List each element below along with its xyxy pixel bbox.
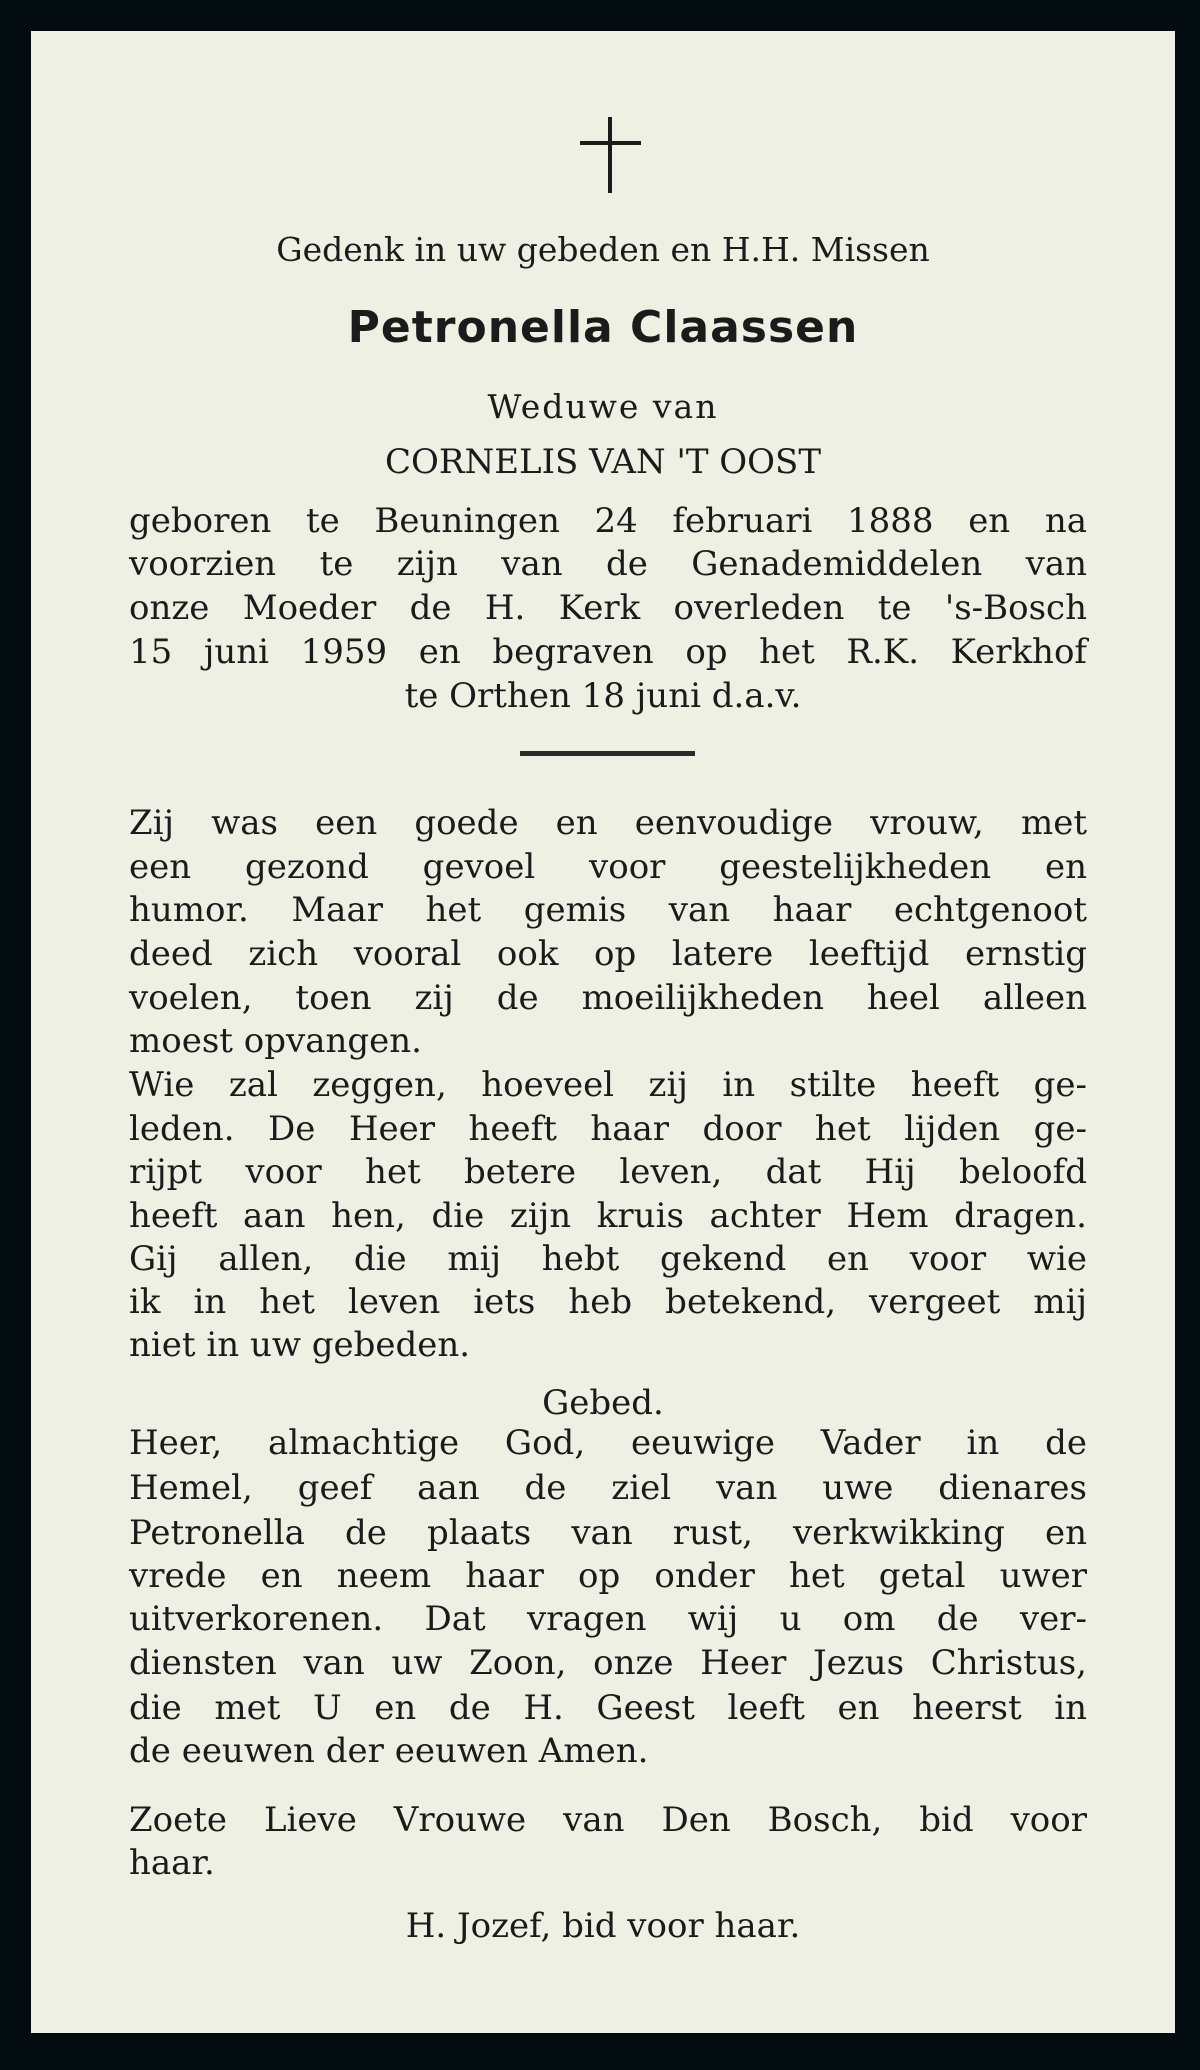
widow-of-label: Weduwe van	[487, 387, 719, 426]
prayer-line: de eeuwen der eeuwen Amen.	[129, 1731, 649, 1771]
tribute-line: rijpt voor het betere leven, dat Hij beloofd	[129, 1152, 1087, 1192]
tribute-line: voelen, toen zij de moeilijkheden heel alleen	[129, 978, 1087, 1018]
prayer-line: uitverkorenen. Dat vragen wij u om de ver-	[129, 1599, 1087, 1639]
tribute-line: ik in het leven iets heb betekend, vergeet mij	[129, 1282, 1087, 1322]
tribute-line: een gezond gevoel voor geestelijkheden en	[129, 847, 1087, 887]
prayer-line: Petronella de plaats van rust, verkwikking en	[129, 1513, 1087, 1553]
tribute-line: heeft aan hen, die zijn kruis achter Hem dragen.	[129, 1196, 1087, 1236]
divider-rule	[520, 751, 695, 756]
memorial-card	[31, 31, 1175, 2033]
prayer-title: Gebed.	[542, 1383, 664, 1423]
deceased-name: Petronella Claassen	[347, 302, 859, 353]
biography-line: geboren te Beuningen 24 februari 1888 en na	[129, 501, 1087, 541]
tribute-line: deed zich vooral ook op latere leeftijd ernstig	[129, 934, 1087, 974]
spouse-name: CORNELIS VAN 'T OOST	[384, 442, 822, 482]
biography-line: 15 juni 1959 en begraven op het R.K. Kerkhof	[129, 632, 1087, 672]
tribute-line: leden. De Heer heeft haar door het lijden ge-	[129, 1109, 1087, 1149]
closing-final: H. Jozef, bid voor haar.	[405, 1906, 801, 1946]
invocation: Gedenk in uw gebeden en H.H. Missen	[276, 230, 930, 269]
biography-line: voorzien te zijn van de Genademiddelen van	[129, 544, 1087, 584]
tribute-line: Wie zal zeggen, hoeveel zij in stilte heeft ge-	[129, 1065, 1087, 1105]
tribute-line: humor. Maar het gemis van haar echtgenoot	[129, 890, 1087, 930]
tribute-line: niet in uw gebeden.	[129, 1325, 471, 1365]
biography-line: onze Moeder de H. Kerk overleden te 's-Bosch	[129, 588, 1087, 628]
tribute-line: Zij was een goede en eenvoudige vrouw, met	[129, 803, 1087, 843]
closing-line: Zoete Lieve Vrouwe van Den Bosch, bid voor	[129, 1800, 1087, 1840]
prayer-line: Heer, almachtige God, eeuwige Vader in de	[129, 1423, 1087, 1463]
prayer-line: Hemel, geef aan de ziel van uwe dienares	[129, 1468, 1087, 1508]
biography-line: te Orthen 18 juni d.a.v.	[404, 676, 802, 716]
tribute-line: moest opvangen.	[129, 1021, 422, 1061]
tribute-line: Gij allen, die mij hebt gekend en voor wie	[129, 1239, 1087, 1279]
prayer-line: vrede en neem haar op onder het getal uwer	[129, 1556, 1087, 1596]
prayer-line: diensten van uw Zoon, onze Heer Jezus Christus,	[129, 1643, 1087, 1683]
closing-line: haar.	[129, 1843, 215, 1883]
prayer-line: die met U en de H. Geest leeft en heerst in	[129, 1688, 1087, 1728]
